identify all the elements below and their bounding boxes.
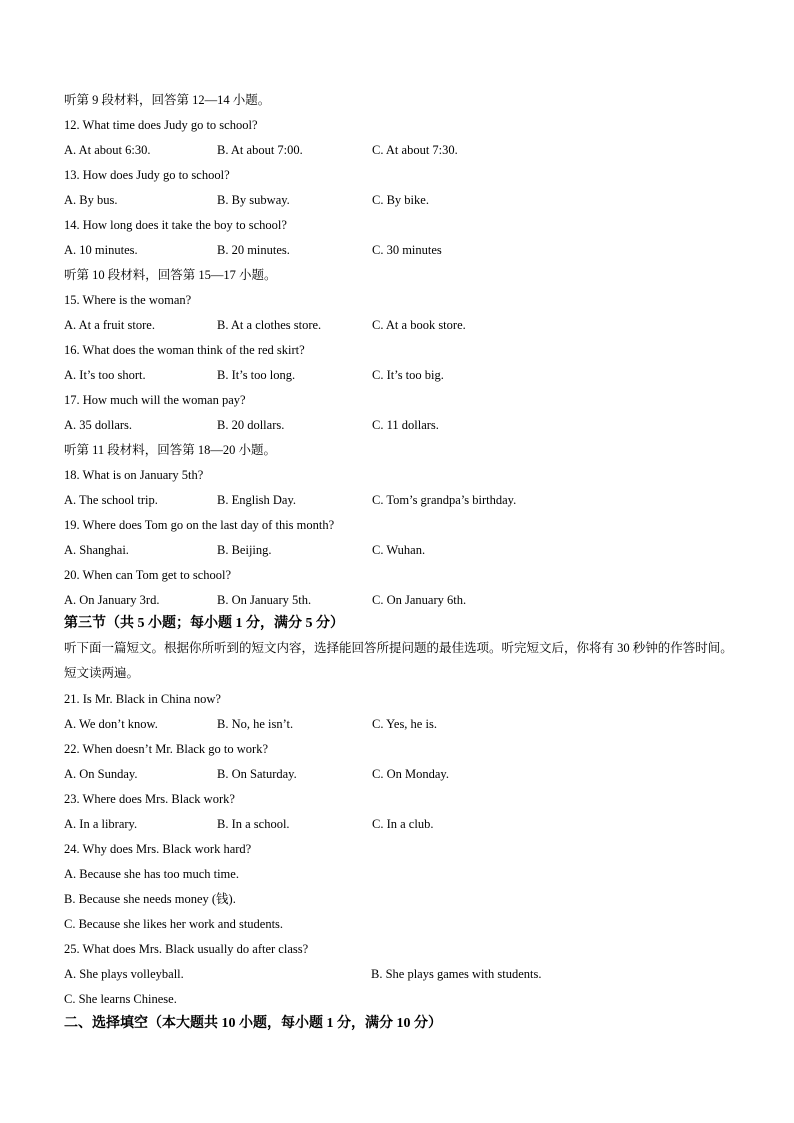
question-18: 18. What is on January 5th?: [64, 468, 204, 482]
option-b: B. 20 dollars.: [217, 418, 285, 432]
option-a: A. At a fruit store.: [64, 318, 155, 332]
question-16: 16. What does the woman think of the red skirt?: [64, 343, 305, 357]
section-header: 听第 9 段材料，回答第 12—14 小题。: [64, 93, 271, 107]
part-three-instructions: 听下面一篇短文。根据你所听到的短文内容，选择能回答所提问题的最佳选项。听完短文后，你将有 30 秒钟的作答时间。短文读两遍。: [64, 641, 733, 680]
option-c: C. On Monday.: [372, 767, 449, 781]
option-b: B. In a school.: [217, 817, 290, 831]
option-b: B. Because she needs money (钱).: [64, 892, 236, 906]
question-17: 17. How much will the woman pay?: [64, 393, 246, 407]
question-12: 12. What time does Judy go to school?: [64, 118, 258, 132]
question-20: 20. When can Tom get to school?: [64, 568, 232, 582]
option-a: A. Because she has too much time.: [64, 867, 239, 881]
option-b: B. It’s too long.: [217, 368, 296, 382]
option-b: B. By subway.: [217, 193, 290, 207]
option-a: A. It’s too short.: [64, 368, 146, 382]
question-24: 24. Why does Mrs. Black work hard?: [64, 842, 252, 856]
option-a: A. Shanghai.: [64, 543, 129, 557]
option-a: A. 10 minutes.: [64, 243, 138, 257]
option-b: B. On January 5th.: [217, 593, 312, 607]
option-b: B. At a clothes store.: [217, 318, 322, 332]
option-c: C. At a book store.: [372, 318, 466, 332]
option-c: C. Wuhan.: [372, 543, 426, 557]
option-c: C. Tom’s grandpa’s birthday.: [372, 493, 517, 507]
question-19: 19. Where does Tom go on the last day of this month?: [64, 518, 335, 532]
option-c: C. At about 7:30.: [372, 143, 458, 157]
option-b: B. She plays games with students.: [371, 967, 542, 981]
option-a: A. We don’t know.: [64, 717, 158, 731]
question-22: 22. When doesn’t Mr. Black go to work?: [64, 742, 269, 756]
option-c: C. 30 minutes: [372, 243, 442, 257]
option-b: B. English Day.: [217, 493, 297, 507]
option-b: B. On Saturday.: [217, 767, 297, 781]
question-25: 25. What does Mrs. Black usually do after class?: [64, 942, 309, 956]
option-a: A. On January 3rd.: [64, 593, 160, 607]
section-header: 听第 11 段材料，回答第 18—20 小题。: [64, 443, 277, 457]
part-three-title: 第三节（共 5 小题；每小题 1 分，满分 5 分）: [64, 616, 344, 631]
option-c: C. By bike.: [372, 193, 429, 207]
part-two-title: 二、选择填空（本大题共 10 小题，每小题 1 分，满分 10 分）: [64, 1016, 442, 1031]
option-a: A. She plays volleyball.: [64, 967, 184, 981]
option-c: C. She learns Chinese.: [64, 992, 177, 1006]
option-a: A. At about 6:30.: [64, 143, 151, 157]
section-header: 听第 10 段材料，回答第 15—17 小题。: [64, 268, 277, 282]
option-b: B. Beijing.: [217, 543, 272, 557]
option-a: A. By bus.: [64, 193, 118, 207]
option-c: C. In a club.: [372, 817, 434, 831]
option-a: A. 35 dollars.: [64, 418, 133, 432]
question-15: 15. Where is the woman?: [64, 293, 192, 307]
question-13: 13. How does Judy go to school?: [64, 168, 230, 182]
question-14: 14. How long does it take the boy to school?: [64, 218, 287, 232]
option-c: C. Because she likes her work and students.: [64, 917, 284, 931]
option-a: A. In a library.: [64, 817, 138, 831]
option-a: A. On Sunday.: [64, 767, 138, 781]
option-b: B. 20 minutes.: [217, 243, 290, 257]
question-21: 21. Is Mr. Black in China now?: [64, 692, 221, 706]
option-c: C. Yes, he is.: [372, 717, 437, 731]
option-c: C. It’s too big.: [372, 368, 444, 382]
option-c: C. 11 dollars.: [372, 418, 439, 432]
option-b: B. No, he isn’t.: [217, 717, 294, 731]
option-a: A. The school trip.: [64, 493, 158, 507]
option-c: C. On January 6th.: [372, 593, 467, 607]
option-b: B. At about 7:00.: [217, 143, 303, 157]
question-23: 23. Where does Mrs. Black work?: [64, 792, 235, 806]
